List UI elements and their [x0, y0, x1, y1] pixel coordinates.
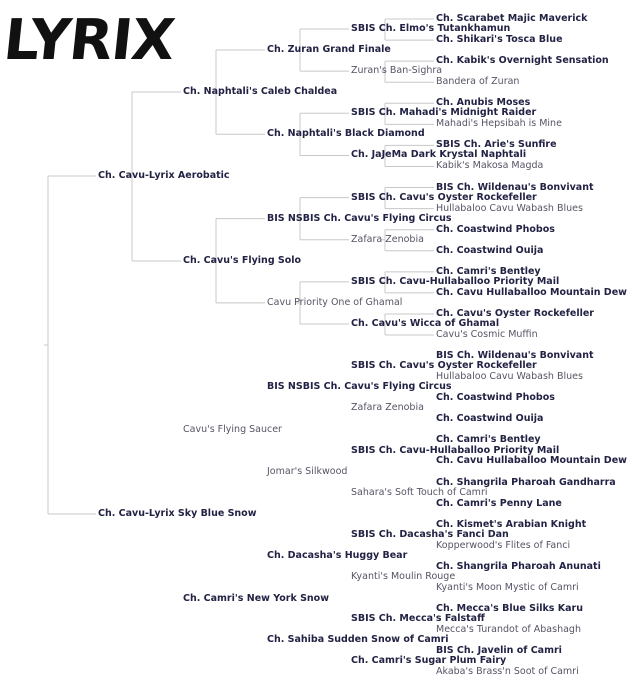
pedigree-entry-gen4-7: Ch. Cavu's Wicca of Ghamal	[351, 318, 500, 330]
pedigree-entry-gen5-26: Ch. Shangrila Pharoah Anunati	[436, 560, 601, 572]
pedigree-entry-gen5-30: BIS Ch. Javelin of Camri	[436, 645, 562, 657]
pedigree-entry-gen2-3: Ch. Camri's New York Snow	[183, 593, 329, 604]
pedigree-entry-gen4-12: SBIS Ch. Dacasha's Fanci Dan	[351, 528, 509, 540]
pedigree-entry-gen5-25: Kopperwood's Flites of Fanci	[436, 539, 571, 551]
pedigree-entry-gen5-13: Ch. Cavu Hullaballoo Mountain Dew	[436, 286, 627, 298]
pedigree-entry-gen4-11: Sahara's Soft Touch of Camri	[351, 486, 488, 498]
pedigree-entry-gen5-7: Kabik's Makosa Magda	[436, 160, 544, 172]
pedigree-entry-gen5-5: Mahadi's Hepsibah is Mine	[436, 118, 562, 130]
pedigree-entry-gen5-9: Hullabaloo Cavu Wabash Blues	[436, 202, 583, 214]
pedigree-entry-gen3-4: BIS NSBIS Ch. Cavu's Flying Circus	[267, 381, 452, 393]
pedigree-entry-gen3-1: Ch. Naphtali's Black Diamond	[267, 128, 425, 140]
pedigree-entry-gen4-9: Zafara Zenobia	[351, 402, 424, 414]
lyrix-logo: LYRIX	[0, 8, 178, 73]
pedigree-entry-gen5-18: Ch. Coastwind Phobos	[436, 392, 555, 404]
pedigree-entry-gen5-28: Ch. Mecca's Blue Silks Karu	[436, 602, 583, 614]
pedigree-entry-gen5-12: Ch. Camri's Bentley	[436, 265, 541, 277]
pedigree-entry-gen5-3: Bandera of Zuran	[436, 76, 520, 88]
pedigree-entry-gen5-20: Ch. Camri's Bentley	[436, 434, 541, 446]
pedigree-entry-gen3-6: Ch. Dacasha's Huggy Bear	[267, 549, 408, 561]
pedigree-entry-gen5-31: Akaba's Brass'n Soot of Camri	[436, 666, 579, 678]
pedigree-entry-gen4-13: Kyanti's Moulin Rouge	[351, 570, 456, 582]
pedigree-entry-gen4-14: SBIS Ch. Mecca's Falstaff	[351, 613, 485, 625]
pedigree-entry-gen4-5: Zafara Zenobia	[351, 233, 424, 245]
pedigree-entry-gen4-0: SBIS Ch. Elmo's Tutankhamun	[351, 23, 511, 34]
pedigree-entry-gen5-11: Ch. Coastwind Ouija	[436, 244, 544, 256]
pedigree-entry-gen3-7: Ch. Sahiba Sudden Snow of Camri	[267, 634, 449, 646]
pedigree-entry-gen4-3: Ch. JaJeMa Dark Krystal Naphtali	[351, 149, 527, 161]
pedigree-entry-gen4-8: SBIS Ch. Cavu's Oyster Rockefeller	[351, 360, 537, 372]
pedigree-entry-gen4-2: SBIS Ch. Mahadi's Midnight Raider	[351, 107, 537, 119]
pedigree-entry-gen3-3: Cavu Priority One of Ghamal	[267, 296, 403, 308]
pedigree-entry-gen5-24: Ch. Kismet's Arabian Knight	[436, 518, 587, 530]
pedigree-entry-gen5-14: Ch. Cavu's Oyster Rockefeller	[436, 307, 594, 319]
pedigree-entry-gen3-2: BIS NSBIS Ch. Cavu's Flying Circus	[267, 212, 452, 224]
pedigree-entry-gen5-15: Cavu's Cosmic Muffin	[436, 329, 538, 341]
pedigree-entry-gen5-0: Ch. Scarabet Majic Maverick	[436, 13, 588, 24]
pedigree-entry-gen5-1: Ch. Shikari's Tosca Blue	[436, 34, 563, 46]
pedigree-entry-gen4-15: Ch. Camri's Sugar Plum Fairy	[351, 655, 507, 667]
pedigree-entry-gen5-21: Ch. Cavu Hullaballoo Mountain Dew	[436, 455, 627, 467]
pedigree-entry-gen5-17: Hullabaloo Cavu Wabash Blues	[436, 371, 583, 383]
pedigree-entry-gen5-8: BIS Ch. Wildenau's Bonvivant	[436, 181, 594, 193]
pedigree-entry-gen5-19: Ch. Coastwind Ouija	[436, 413, 544, 425]
pedigree-entry-gen5-6: SBIS Ch. Arie's Sunfire	[436, 139, 557, 151]
pedigree-entry-gen4-1: Zuran's Ban-Sighra	[351, 65, 443, 77]
pedigree-entry-gen3-5: Jomar's Silkwood	[267, 465, 348, 477]
pedigree-entry-gen5-23: Ch. Camri's Penny Lane	[436, 497, 562, 509]
pedigree-entry-gen1-0: Ch. Cavu-Lyrix Aerobatic	[98, 170, 230, 181]
pedigree-entry-gen5-22: Ch. Shangrila Pharoah Gandharra	[436, 476, 616, 488]
pedigree-entry-gen3-0: Ch. Zuran Grand Finale	[267, 44, 391, 55]
pedigree-entry-gen5-4: Ch. Anubis Moses	[436, 97, 531, 109]
pedigree-entry-gen5-10: Ch. Coastwind Phobos	[436, 223, 555, 235]
pedigree-entry-gen4-6: SBIS Ch. Cavu-Hullaballoo Priority Mail	[351, 275, 560, 287]
pedigree-entry-gen2-2: Cavu's Flying Saucer	[183, 424, 282, 435]
pedigree-entry-gen4-4: SBIS Ch. Cavu's Oyster Rockefeller	[351, 191, 537, 203]
pedigree-entry-gen2-1: Ch. Cavu's Flying Solo	[183, 255, 302, 266]
pedigree-entry-gen5-27: Kyanti's Moon Mystic of Camri	[436, 581, 579, 593]
pedigree-entry-gen4-10: SBIS Ch. Cavu-Hullaballoo Priority Mail	[351, 444, 560, 456]
pedigree-entry-gen5-29: Mecca's Turandot of Abashagh	[436, 624, 581, 636]
pedigree-entry-gen1-1: Ch. Cavu-Lyrix Sky Blue Snow	[98, 508, 257, 519]
pedigree-entry-gen5-2: Ch. Kabik's Overnight Sensation	[436, 55, 609, 67]
connector-root	[44, 176, 96, 514]
pedigree-entry-gen5-16: BIS Ch. Wildenau's Bonvivant	[436, 350, 594, 362]
pedigree-entry-gen2-0: Ch. Naphtali's Caleb Chaldea	[183, 86, 338, 97]
